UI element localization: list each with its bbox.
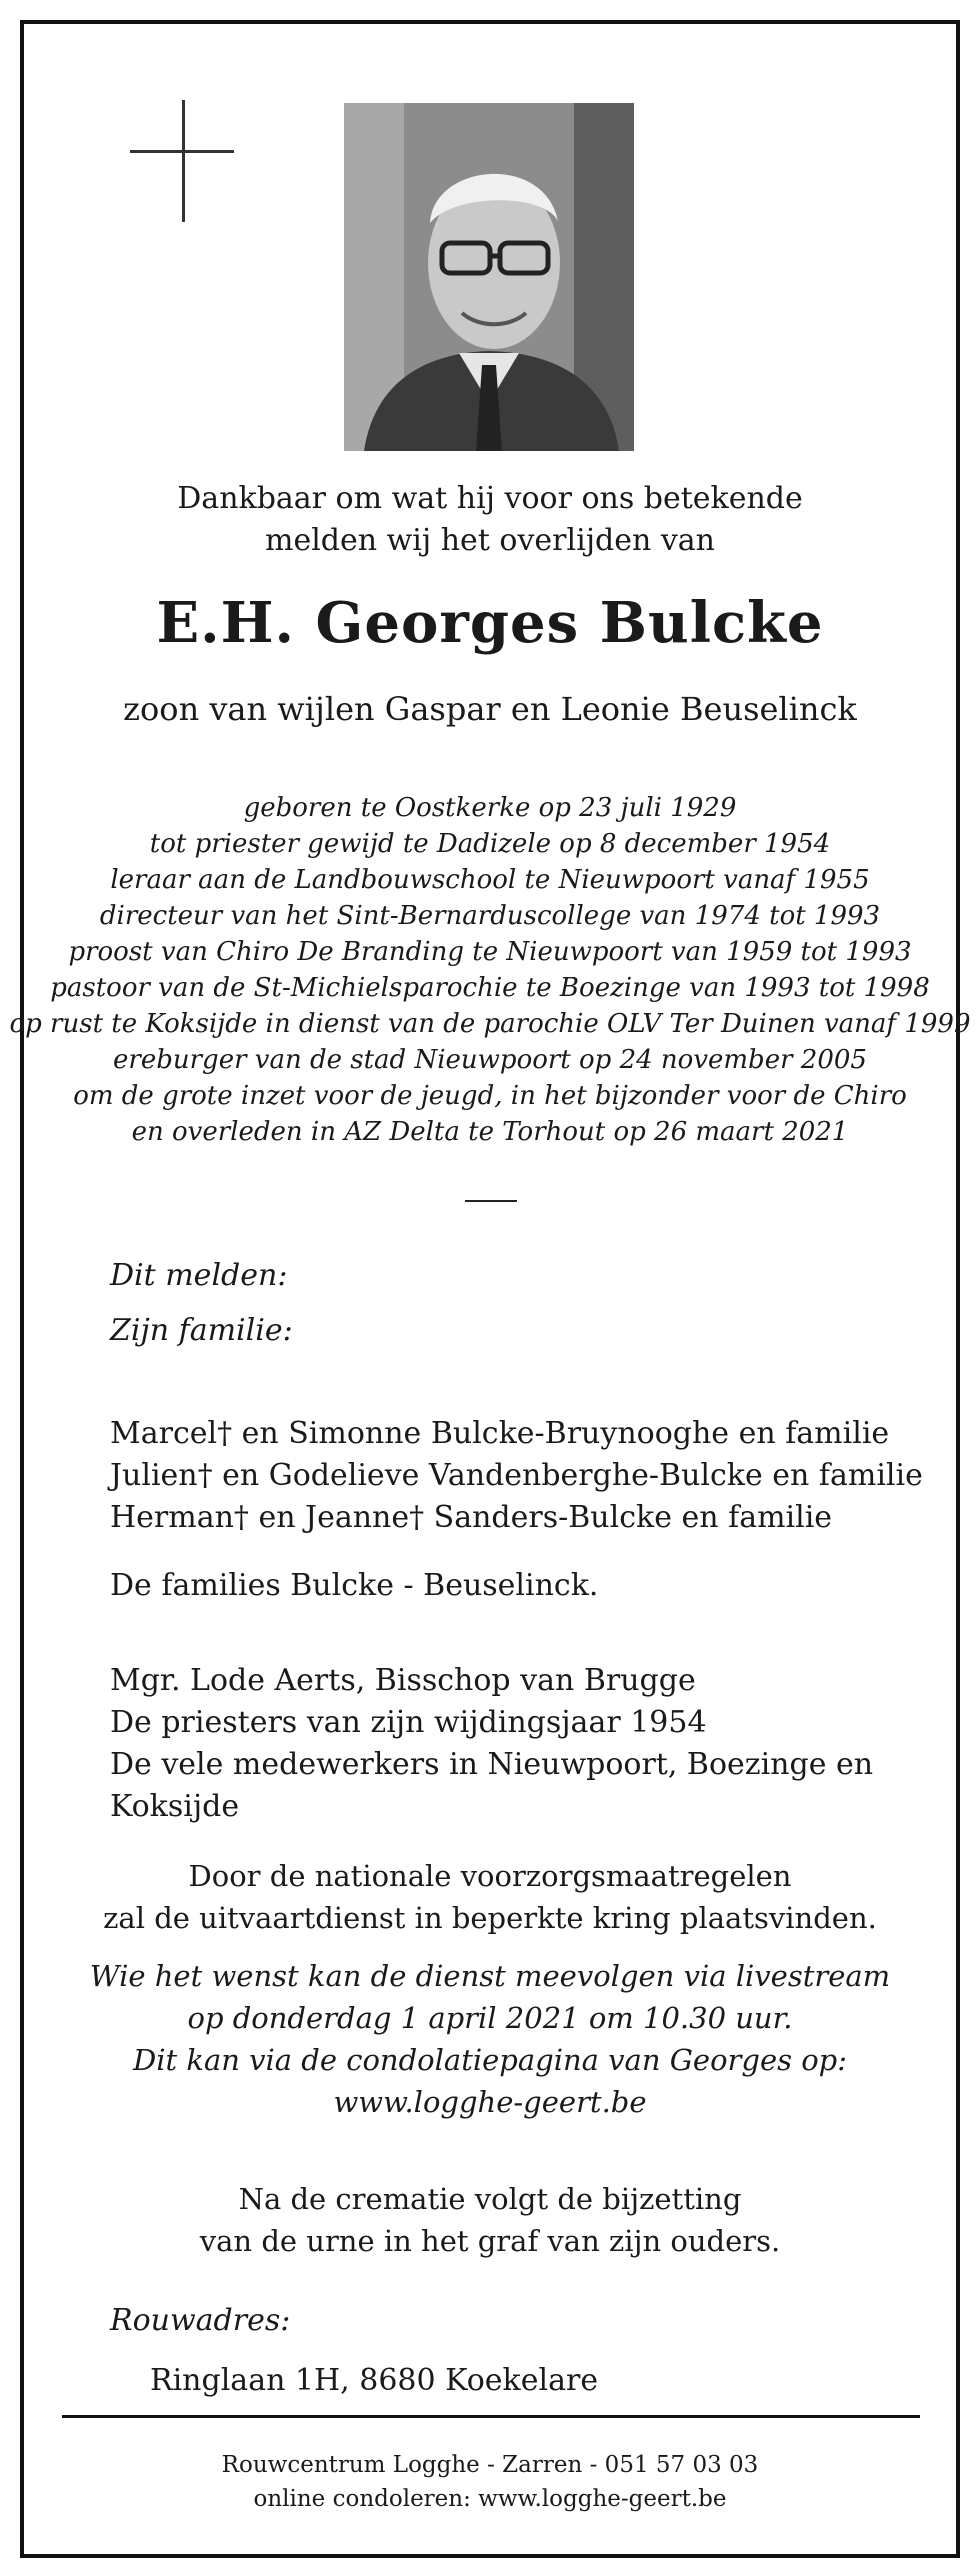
cremation-line: Na de crematie volgt de bijzetting xyxy=(238,2182,742,2216)
intro-text xyxy=(0,478,980,562)
footer-condolence-link[interactable]: online condoleren: www.logghe-geert.be xyxy=(253,2486,727,2512)
bio-line: op rust te Koksijde in dienst van de parochie OLV Ter Duinen vanaf 1999 xyxy=(9,1009,971,1039)
other-mourner: Mgr. Lode Aerts, Bisschop van Brugge xyxy=(110,1663,696,1698)
other-mourner: De priesters van zijn wijdingsjaar 1954 xyxy=(110,1705,707,1740)
cremation-line: van de urne in het graf van zijn ouders. xyxy=(199,2224,781,2258)
footer xyxy=(0,2448,980,2516)
stream-line: op donderdag 1 april 2021 om 10.30 uur. xyxy=(187,2001,793,2035)
family-member: Herman† en Jeanne† Sanders-Bulcke en familie xyxy=(110,1500,833,1535)
portrait-photo xyxy=(344,103,634,451)
intro-line: Dankbaar om wat hij voor ons betekende xyxy=(177,481,803,516)
measures-line: zal de uitvaartdienst in beperkte kring plaatsvinden. xyxy=(103,1901,877,1935)
bio-line: pastoor van de St-Michielsparochie te Boezinge van 1993 tot 1998 xyxy=(50,973,930,1003)
parents-line: zoon van wijlen Gaspar en Leonie Beuselinck xyxy=(123,690,857,728)
portrait-illustration xyxy=(344,103,634,451)
bio-line: en overleden in AZ Delta te Torhout op 26 maart 2021 xyxy=(131,1117,849,1147)
footer-divider xyxy=(62,2415,920,2418)
bio-line: proost van Chiro De Branding te Nieuwpoort van 1959 tot 1993 xyxy=(68,937,912,967)
biography xyxy=(0,790,980,1150)
bio-line: directeur van het Sint-Bernarduscollege van 1974 tot 1993 xyxy=(99,901,881,931)
family-member: Marcel† en Simonne Bulcke-Bruynooghe en familie xyxy=(110,1416,890,1451)
cross-icon xyxy=(182,100,185,222)
cremation-notice xyxy=(0,2178,980,2262)
intro-line: melden wij het overlijden van xyxy=(265,523,715,558)
bio-line: leraar aan de Landbouwschool te Nieuwpoort vanaf 1955 xyxy=(110,865,870,895)
other-mourner: De vele medewerkers in Nieuwpoort, Boezinge en Koksijde xyxy=(110,1747,874,1824)
bio-line: geboren te Oostkerke op 23 juli 1929 xyxy=(243,793,737,823)
others-list xyxy=(110,1660,980,1828)
stream-link[interactable]: www.logghe-geert.be xyxy=(333,2085,647,2119)
footer-funeral-home: Rouwcentrum Logghe - Zarren - 051 57 03 03 xyxy=(221,2452,759,2478)
divider xyxy=(465,1200,517,1202)
stream-line: Dit kan via de condolatiepagina van Georges op: xyxy=(132,2043,848,2077)
bio-line: tot priester gewijd te Dadizele op 8 december 1954 xyxy=(149,829,831,859)
livestream-notice xyxy=(0,1955,980,2123)
stream-line: Wie het wenst kan de dienst meevolgen via livestream xyxy=(89,1959,891,1993)
cross-icon-bar xyxy=(130,150,234,153)
families-line: De families Bulcke - Beuselinck. xyxy=(110,1568,599,1603)
bio-line: ereburger van de stad Nieuwpoort op 24 november 2005 xyxy=(113,1045,867,1075)
measures-line: Door de nationale voorzorgsmaatregelen xyxy=(188,1859,792,1893)
rouwadres-address: Ringlaan 1H, 8680 Koekelare xyxy=(150,2363,599,2398)
family-list xyxy=(110,1413,923,1539)
bio-line: om de grote inzet voor de jeugd, in het bijzonder voor de Chiro xyxy=(73,1081,907,1111)
measures-notice xyxy=(0,1855,980,1939)
zijn-familie-heading: Zijn familie: xyxy=(110,1313,293,1348)
dit-melden-heading: Dit melden: xyxy=(110,1258,288,1293)
deceased-name: E.H. Georges Bulcke xyxy=(156,590,824,656)
rouwadres-label: Rouwadres: xyxy=(110,2303,291,2338)
family-member: Julien† en Godelieve Vandenberghe-Bulcke en familie xyxy=(110,1458,923,1493)
